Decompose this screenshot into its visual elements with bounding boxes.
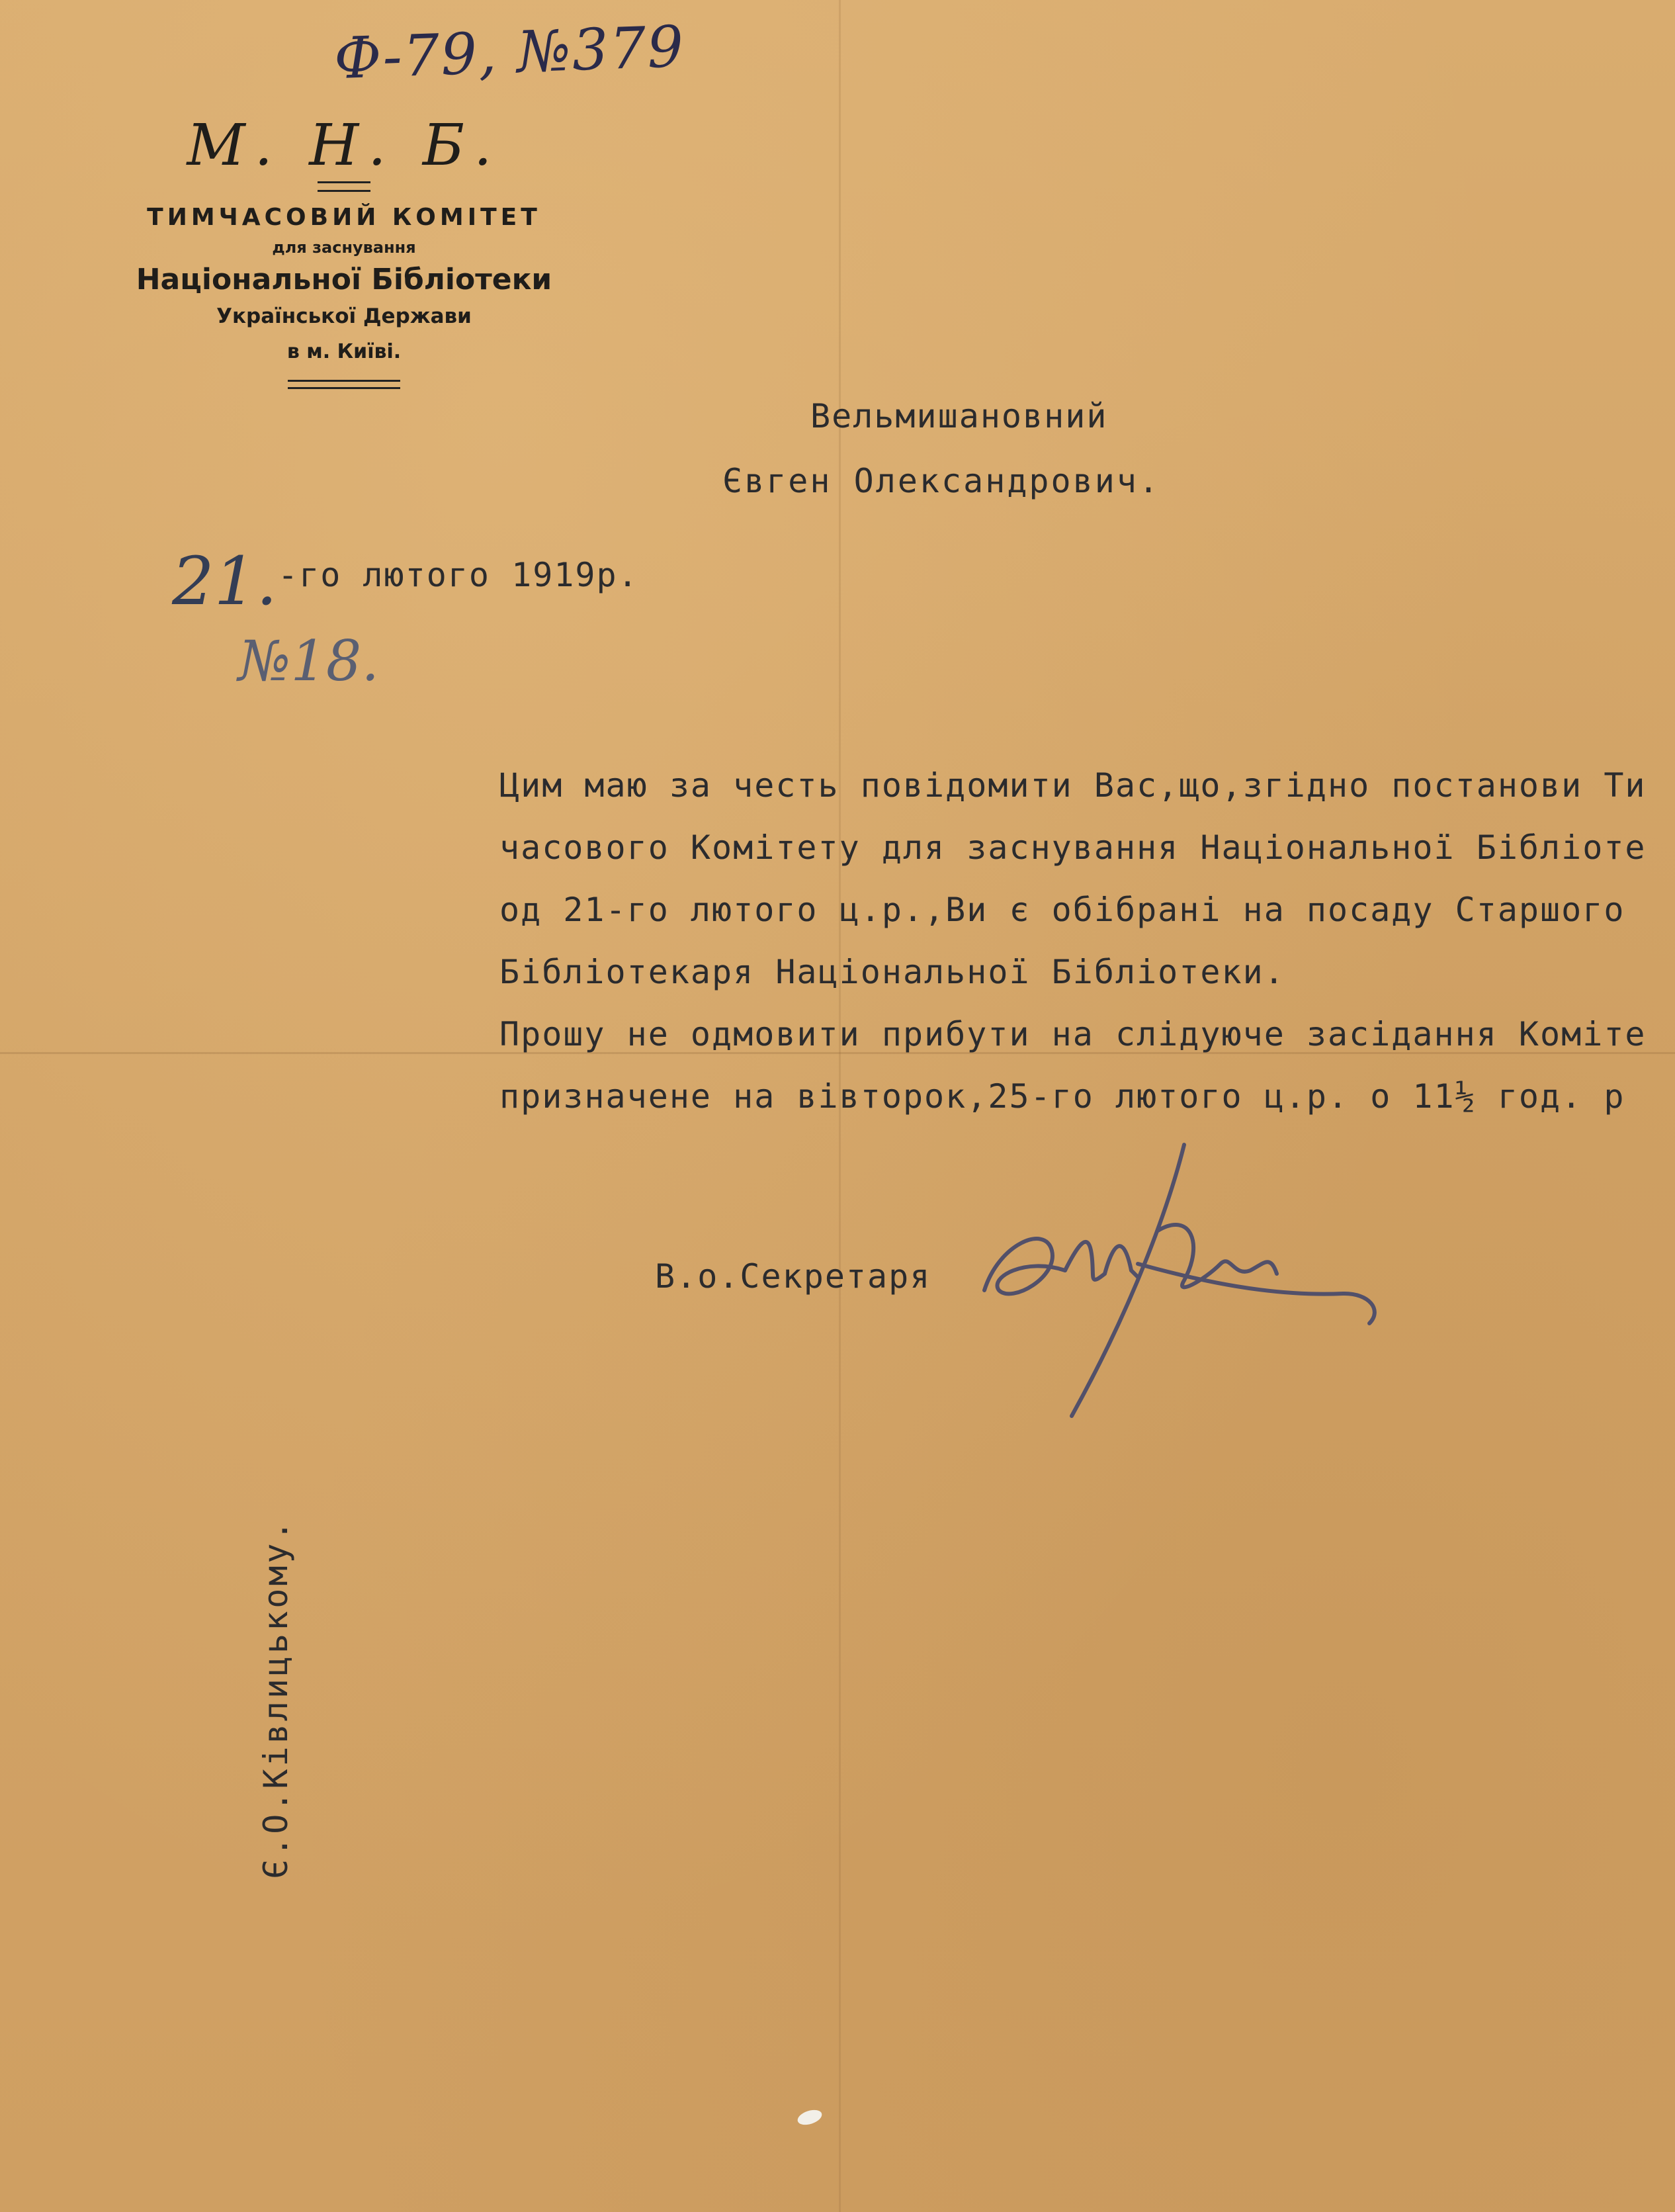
paper-damage-speck: [796, 2107, 824, 2128]
letterhead-rule: [288, 380, 400, 389]
letterhead-for-establishing: для заснування: [272, 238, 416, 257]
document-number-handwritten: №18.: [238, 629, 380, 693]
letterhead-library: Національної Бібліотеки: [136, 263, 552, 296]
greeting-name: Євген Олександрович.: [722, 462, 1161, 500]
letterhead-monogram: М. Н. Б.: [187, 112, 501, 179]
signature-graphic: [972, 1138, 1409, 1429]
date-typed: -го лютого 1919р.: [278, 556, 639, 594]
letterhead-committee: ТИМЧАСОВИЙ КОМІТЕТ: [147, 204, 541, 231]
letter-body: [499, 754, 1675, 1128]
body-line: Цим маю за честь повідомити Вас,що,згідно постанови Ти: [499, 766, 1647, 805]
letterhead-ornament: [318, 181, 370, 192]
date-day-handwritten: 21.: [172, 543, 278, 620]
body-line: призначене на вівторок,25-го лютого ц.р. о 11½ год. р: [499, 1077, 1625, 1116]
body-line: Бібліотекаря Національної Бібліотеки.: [499, 953, 1285, 991]
letterhead-state: Української Держави: [216, 304, 472, 328]
body-line: Прошу не одмовити прибути на слідуюче засідання Коміте: [499, 1015, 1647, 1053]
greeting-salutation: Вельмишановний: [810, 397, 1108, 435]
letterhead: [132, 112, 556, 389]
body-line: часового Комітету для заснування Національної Бібліоте: [499, 828, 1647, 867]
signature-scribble: [972, 1138, 1409, 1433]
body-line: од 21-го лютого ц.р.,Ви є обібрані на посаду Старшого: [499, 891, 1625, 929]
archive-note: Ф-79, №379: [333, 13, 686, 93]
recipient-name: Є.О.Ківлицькому.: [257, 1518, 295, 1879]
letterhead-city: в м. Київі.: [286, 340, 402, 363]
signature-label: В.о.Секретаря: [655, 1257, 931, 1296]
